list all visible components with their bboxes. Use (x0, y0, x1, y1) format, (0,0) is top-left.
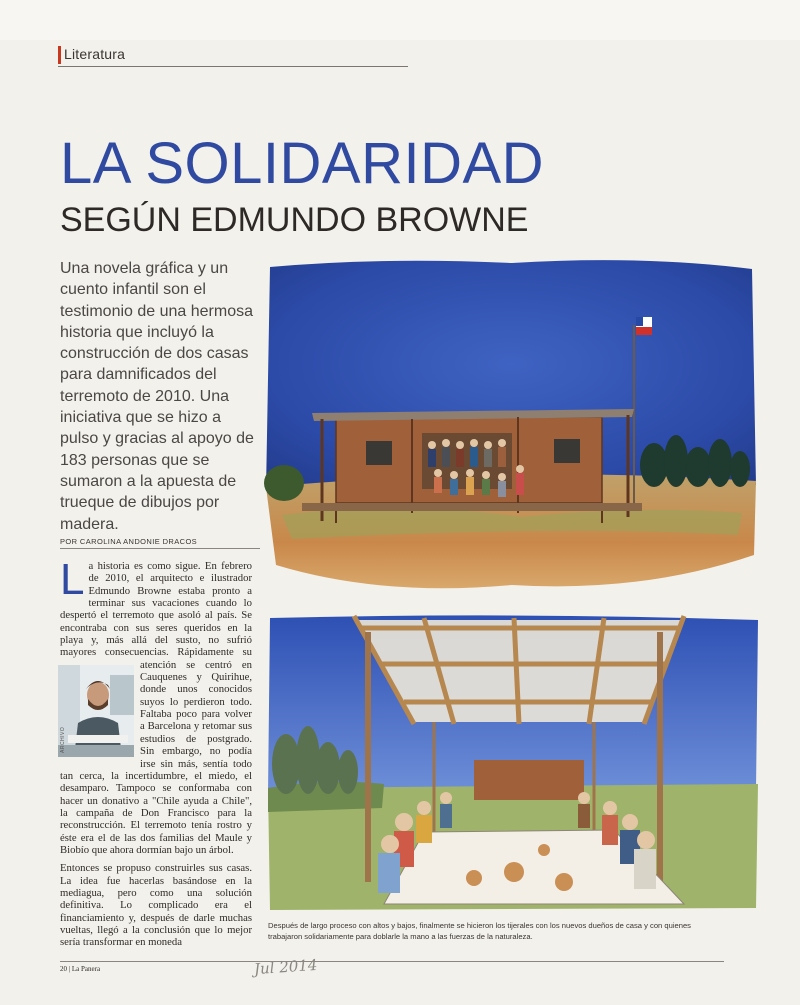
image-caption: Después de largo proceso con altos y bajos, finalmente se hicieron los tijerales con los nuevos dueños de casa y con quienes trabajaron solidariamente para doblarle la mano a las fuerzas de la naturaleza. (268, 921, 691, 941)
illustration-table (264, 612, 760, 912)
body-paragraph-1 (60, 555, 252, 856)
section-rule (58, 66, 408, 67)
article-lead: Una novela gráfica y un cuento infantil son el testimonio de una hermosa historia que incluyó la construcción de dos casas para damnificados del terremoto de 2010. Una iniciativa que se hizo a pulso y gracias al apoyo de 183 personas que se sumaron a la apuesta de trueque de dibujos por madera. (60, 260, 254, 533)
byline-rule (60, 548, 260, 549)
illustration-house (262, 255, 758, 600)
body-paragraph-2: Entonces se propuso construirles sus casas. La idea fue hacerlas basándose en la mediagua, pero como una solución definitiva. Lo complicado era el financiamiento y, después de darle muchas vueltas, llegó a la conclusión que lo mejor sería transformar en moneda (60, 862, 252, 949)
author-photo-illustration (58, 665, 134, 757)
body-text-1b: en Cauquenes y Quirihue, donde unos conocidos suyos lo perdieron todo. Faltaba poco para volver a Barcelona y retomar sus estudios de postgrado. Sin embargo, no podía irse sin más, sentía todo tan cerca, la incertidumbre, el miedo, el desamparo. Tampoco se conformaba con hacer un donativo a "Chile ayuda a Chile", la campaña de Don Francisco para la reconstrucción. El terremoto tenía rostro y éste era el de las dos familias del Maule y Biobío que ahora dormían bajo un árbol. (60, 658, 252, 856)
article-title: LA SOLIDARIDAD (60, 131, 545, 196)
photo-credit: ARCHIVO (60, 726, 66, 753)
page-footer: 20 | La Panera (60, 965, 101, 973)
section-marker (58, 46, 61, 64)
section-label: Literatura (64, 46, 126, 62)
article-body (60, 555, 252, 955)
drop-cap: L (60, 555, 85, 604)
handwritten-date: Jul 2014 (253, 955, 318, 979)
scan-margin (0, 0, 800, 40)
article-subtitle: SEGÚN EDMUNDO BROWNE (60, 201, 529, 239)
byline: POR CAROLINA ANDONIE DRACOS (60, 537, 198, 546)
body-text-1a: a historia es como sigue. En febrero de 2010, el arquitecto e ilustrador Edmundo Browne estaba pronto a terminar sus vacaciones cuando lo despertó el terremoto que asoló al país. Se encontraba con sus seres queridos en la playa y, más allá del susto, no sufrió mayores consecuencias. Rápidamente su atención se centró (60, 560, 252, 671)
footer-rule (60, 961, 724, 962)
author-photo (58, 665, 134, 757)
